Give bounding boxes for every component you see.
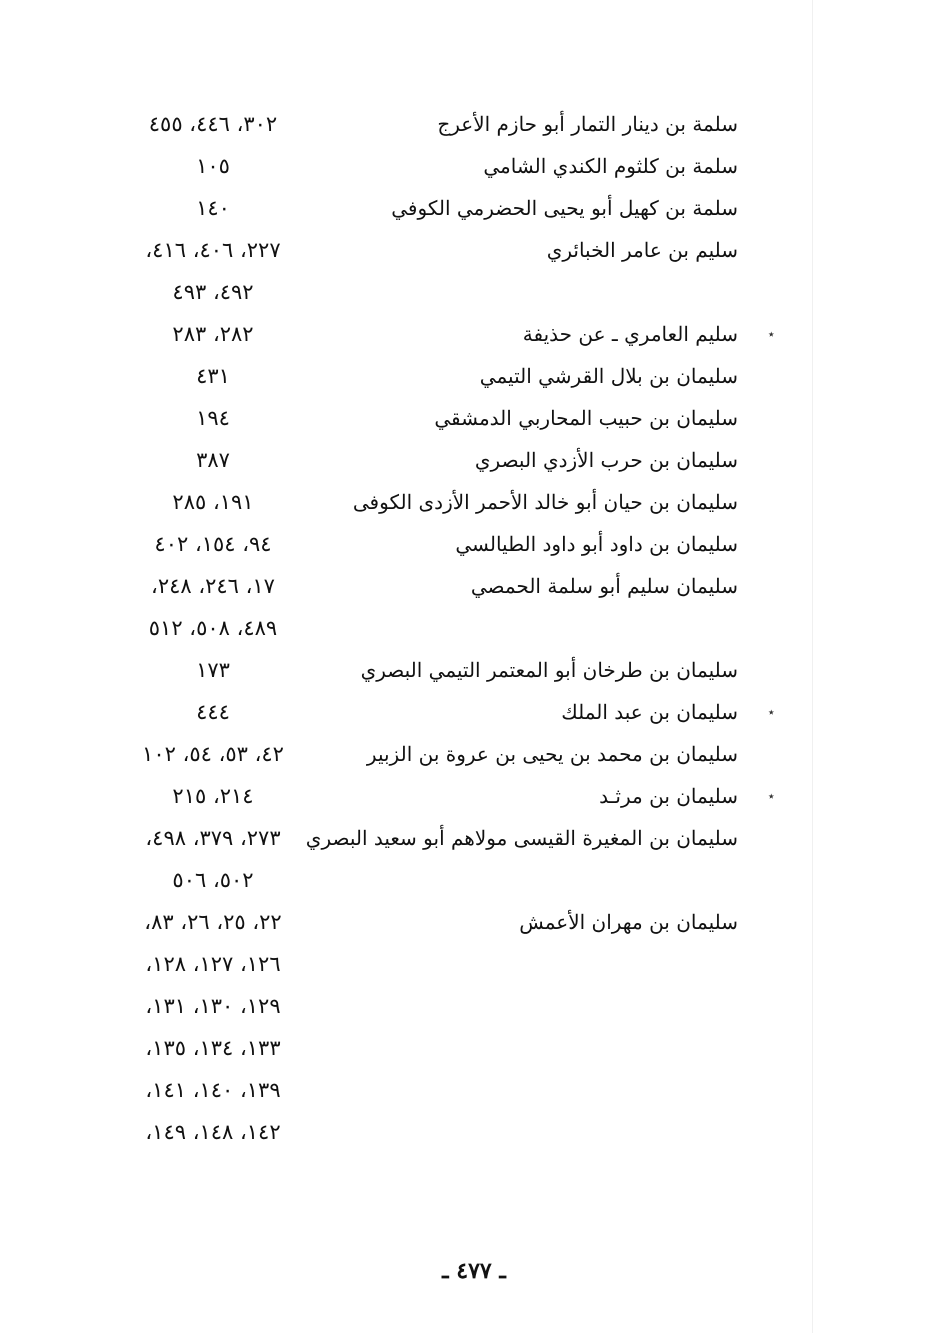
index-entry bbox=[0, 902, 948, 942]
entry-pages: ١٢٦، ١٢٧، ١٢٨، bbox=[145, 952, 281, 976]
index-entry bbox=[0, 734, 948, 774]
entry-pages: ٢١٤، ٢١٥ bbox=[172, 784, 254, 808]
index-entry bbox=[0, 146, 948, 186]
entry-name: سليمان بن بلال القرشي التيمي bbox=[479, 364, 738, 388]
index-entry-continuation bbox=[0, 1070, 948, 1110]
index-entry-continuation bbox=[0, 608, 948, 648]
star-marker: ٭ bbox=[768, 327, 775, 341]
entry-pages: ٢٢٧، ٤٠٦، ٤١٦، bbox=[145, 238, 281, 262]
index-entry bbox=[0, 482, 948, 522]
entry-name: سليمان سليم أبو سلمة الحمصي bbox=[470, 574, 738, 598]
star-marker: ٭ bbox=[768, 705, 775, 719]
entry-pages: ٢٨٢، ٢٨٣ bbox=[172, 322, 254, 346]
entry-name: سليمان بن مهران الأعمش bbox=[519, 910, 738, 934]
entry-pages: ٤٢، ٥٣، ٥٤، ١٠٢ bbox=[142, 742, 284, 766]
entry-name: سلمة بن كلثوم الكندي الشامي bbox=[483, 154, 738, 178]
entry-pages: ١٧٣ bbox=[196, 658, 230, 682]
entry-pages: ١٣٩، ١٤٠، ١٤١، bbox=[145, 1078, 281, 1102]
entry-name: سلمة بن كهيل أبو يحيى الحضرمي الكوفي bbox=[391, 196, 738, 220]
entry-name: سليمان بن طرخان أبو المعتمر التيمي البصري bbox=[360, 658, 738, 682]
index-entry bbox=[0, 692, 948, 732]
index-entry bbox=[0, 818, 948, 858]
index-entry-continuation bbox=[0, 944, 948, 984]
star-marker: ٭ bbox=[768, 789, 775, 803]
entry-pages: ١٤٢، ١٤٨، ١٤٩، bbox=[145, 1120, 281, 1144]
index-entry bbox=[0, 524, 948, 564]
index-entry bbox=[0, 356, 948, 396]
entry-name: سليمان بن محمد بن يحيى بن عروة بن الزبير bbox=[366, 742, 738, 766]
entry-pages: ٢٧٣، ٣٧٩، ٤٩٨، bbox=[145, 826, 281, 850]
entry-pages: ٩٤، ١٥٤، ٤٠٢ bbox=[154, 532, 272, 556]
index-entry bbox=[0, 440, 948, 480]
entry-pages: ١٣٣، ١٣٤، ١٣٥، bbox=[145, 1036, 281, 1060]
entry-name: سليمان بن حرب الأزدي البصري bbox=[474, 448, 738, 472]
entry-name: سليمان بن حيان أبو خالد الأحمر الأزدى الكوفى bbox=[352, 490, 738, 514]
entry-name: سليمان بن حبيب المحاربي الدمشقي bbox=[434, 406, 738, 430]
page-number: ـ ٤٧٧ ـ bbox=[442, 1258, 506, 1284]
index-entry bbox=[0, 104, 948, 144]
entry-name: سليمان بن عبد الملك bbox=[561, 700, 738, 724]
entry-name: سليم العامري ـ عن حذيفة bbox=[522, 322, 738, 346]
index-entry bbox=[0, 188, 948, 228]
index-entry-continuation bbox=[0, 272, 948, 312]
entry-pages: ٤٣١ bbox=[196, 364, 230, 388]
index-entry-continuation bbox=[0, 1112, 948, 1152]
entry-pages: ٥٠٢، ٥٠٦ bbox=[172, 868, 254, 892]
index-entry bbox=[0, 650, 948, 690]
entry-pages: ٣٠٢، ٤٤٦، ٤٥٥ bbox=[148, 112, 278, 136]
entry-pages: ١٢٩، ١٣٠، ١٣١، bbox=[145, 994, 281, 1018]
index-entry bbox=[0, 566, 948, 606]
index-entry-continuation bbox=[0, 1028, 948, 1068]
index-entry bbox=[0, 776, 948, 816]
entry-pages: ١٠٥ bbox=[196, 154, 230, 178]
entry-pages: ١٩١، ٢٨٥ bbox=[172, 490, 254, 514]
entry-name: سلمة بن دينار التمار أبو حازم الأعرج bbox=[437, 112, 738, 136]
index-entry-continuation bbox=[0, 986, 948, 1026]
entry-name: سليمان بن المغيرة القيسى مولاهم أبو سعيد البصري bbox=[305, 826, 738, 850]
entry-pages: ٤٩٢، ٤٩٣ bbox=[172, 280, 254, 304]
index-entry bbox=[0, 314, 948, 354]
entry-pages: ١٤٠ bbox=[196, 196, 230, 220]
entry-pages: ٤٤٤ bbox=[196, 700, 230, 724]
entry-name: سليمان بن مرثـد bbox=[599, 784, 738, 808]
entry-name: سليم بن عامر الخبائري bbox=[546, 238, 738, 262]
index-entry bbox=[0, 398, 948, 438]
index-entry bbox=[0, 230, 948, 270]
entry-pages: ٣٨٧ bbox=[196, 448, 230, 472]
entry-pages: ٢٢، ٢٥، ٢٦، ٨٣، bbox=[144, 910, 282, 934]
entry-name: سليمان بن داود أبو داود الطيالسي bbox=[455, 532, 738, 556]
entry-pages: ١٩٤ bbox=[196, 406, 230, 430]
entry-pages: ١٧، ٢٤٦، ٢٤٨، bbox=[151, 574, 275, 598]
entry-pages: ٤٨٩، ٥٠٨، ٥١٢ bbox=[148, 616, 278, 640]
index-entry-continuation bbox=[0, 860, 948, 900]
